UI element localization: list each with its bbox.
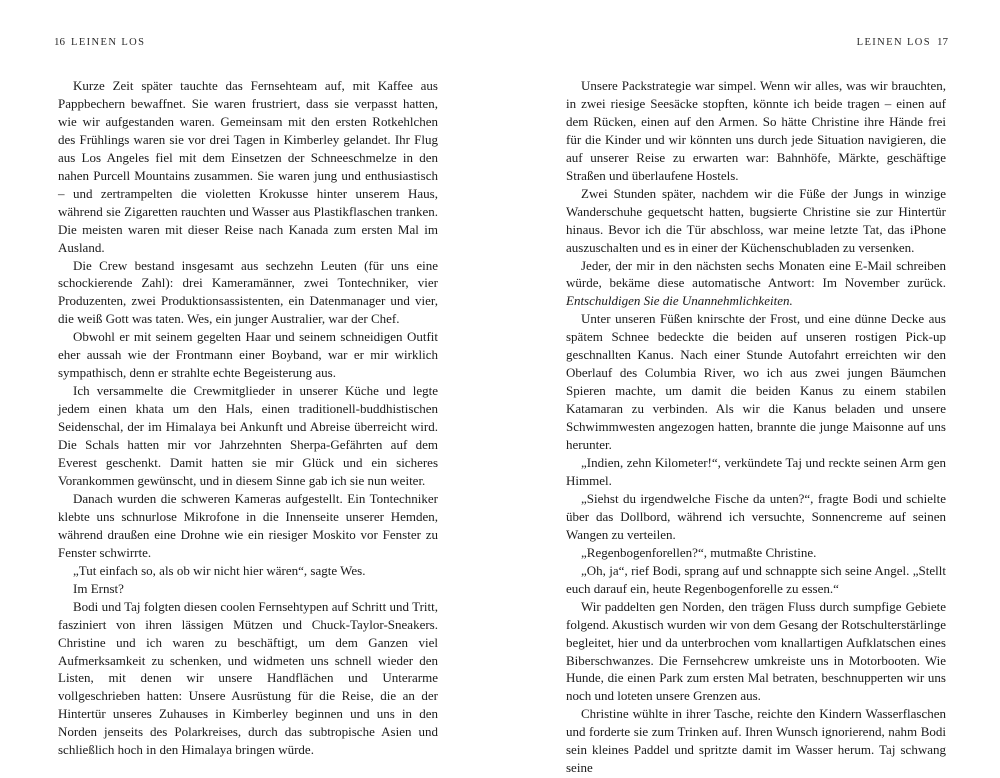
paragraph: Wir paddelten gen Norden, den trägen Fluss durch sumpfige Gebiete folgend. Akustisch wurden wir von dem Gesang der Rotschulterstärlinge begleitet, hier und da unterbrochen vom knallartigen Aufklatschen eines Biberschwanzes. Die Fernsehcrew umkreiste uns in Motorbooten. Wie Hunde, die einen Park zum ersten Mal betraten, beschnupperten wir uns noch und loteten unsere Grenzen aus. [566, 598, 946, 704]
paragraph: Christine wühlte in ihrer Tasche, reichte den Kindern Wasserflaschen und forderte sie zum Trinken auf. Ihren Wunsch ignorierend, nahm Bodi sein kleines Paddel und spritzte damit im Wasser herum. Taj schwang seine [566, 706, 946, 776]
paragraph: Bodi und Taj folgten diesen coolen Fernsehtypen auf Schritt und Tritt, fasziniert von ihren lässigen Mützen und Chuck-Taylor-Sneakers. Christine und ich waren zu beschäftigt, um dem Ganzen viel Aufmerksamkeit zu schenken, und widmeten uns schnell wieder den Listen, mit denen wir unsere Handflächen und Unterarme vollgeschrieben hatten: Unsere Ausrüstung für die Reise, die an der Hintertür unseres Zuhauses in Kimberley beginnen und uns in den Norden jenseits des Polarkreises, durch das subtropische Asien und schließlich hoch in den Himalaya bringen würde. [58, 598, 438, 758]
italic-auto-reply: Entschuldigen Sie die Unannehmlichkeiten. [566, 293, 793, 309]
paragraph: „Siehst du irgendwelche Fische da unten?“, fragte Bodi und schielte über das Dollbord, während ich versuchte, Sonnencreme auf seinen Wangen zu verteilen. [566, 490, 946, 542]
paragraph: Unsere Packstrategie war simpel. Wenn wir alles, was wir brauchten, in zwei riesige Seesäcke stopften, könnte ich beide tragen – einen auf dem Rücken, einen auf den Armen. So hätte Christine ihre Hände frei für die Kinder und wir könnten uns durch jede Situation navigieren, die auf unserer Reise zu erwarten war: Bahnhöfe, Märkte, geschäftige Straßen und überlaufene Hostels. [566, 78, 946, 183]
paragraph: Die Crew bestand insgesamt aus sechzehn Leuten (für uns eine schockierende Zahl): drei Kameramänner, zwei Tontechniker, vier Produzenten, zwei Produktionsassistenten, ein Datenmanager und vier, die weiß Gott was taten. Wes, ein junger Australier, war der Chef. [58, 257, 438, 327]
right-page [566, 0, 946, 778]
paragraph: Danach wurden die schweren Kameras aufgestellt. Ein Tontechniker klebte uns schnurlose Mikrofone in die Innenseite unserer Hemden, während draußen eine Drohne wie ein riesiger Moskito vor Fenster zu Fenster schwirrte. [58, 490, 438, 560]
paragraph: „Tut einfach so, als ob wir nicht hier wären“, sagte Wes. [73, 562, 366, 578]
right-page-number: 17 [937, 36, 948, 48]
paragraph: „Oh, ja“, rief Bodi, sprang auf und schnappte sich seine Angel. „Stellt euch darauf ein, heute Regenbogenforelle zu essen.“ [566, 562, 946, 596]
right-running-head [857, 36, 948, 48]
left-page-number: 16 [54, 36, 65, 48]
paragraph: Obwohl er mit seinem gegelten Haar und seinem schneidigen Outfit eher aussah wie der Frontmann einer Boyband, war er mir wirklich sympathisch, denn er strahlte echte Begeisterung aus. [58, 329, 438, 381]
paragraph: Im Ernst? [73, 580, 124, 596]
left-running-head [54, 36, 145, 48]
right-body-text [566, 77, 946, 777]
right-running-head-title: LEINEN LOS [856, 37, 931, 48]
paragraph: Unter unseren Füßen knirschte der Frost, und eine dünne Decke aus spätem Schnee bedeckte die beiden auf unseren rostigen Pick-up geschnallten Kanus. Nach einer Stunde Autofahrt erreichten wir den Oberlauf des Columbia River, wo ich aus zwei jungen Bäumchen Spieren machte, um damit die beiden Kanus zu einem stabilen Katamaran zu verbinden. Als wir die Kanus beladen und unsere Schwimmwesten angezogen hatten, brannte die junge Maisonne auf uns herunter. [566, 311, 946, 453]
paragraph: „Indien, zehn Kilometer!“, verkündete Taj und reckte seinen Arm gen Himmel. [566, 455, 946, 488]
paragraph [566, 257, 946, 311]
paragraph: Zwei Stunden später, nachdem wir die Füße der Jungs in winzige Wanderschuhe gequetscht hatten, bugsierte Christine sie zur Hintertür hinaus. Bevor ich die Tür abschloss, war meine letzte Tat, das iPhone auszuschalten und es in einer der Küchenschubladen zu versenken. [566, 185, 946, 255]
paragraph: Kurze Zeit später tauchte das Fernsehteam auf, mit Kaffee aus Pappbechern bewaffnet. Sie waren frustriert, dass sie verpasst hatten, wie wir aufgestanden waren. Gemeinsam mit den ersten Rotkehlchen des Frühlings waren sie vor drei Tagen in Kimberley gelandet. Ihr Flug aus Los Angeles fiel mit dem Einsetzen der Schneeschmelze in den nahen Purcell Mountains zusammen. Sie waren jung und enthusiastisch – und zertrampelten die violetten Krokusse hinter unserem Haus, während sie Zigaretten rauchten und Wasser aus Plastikflaschen tranken. Die meisten waren mit dieser Reise nach Kanada zum ersten Mal im Ausland. [58, 78, 438, 255]
paragraph: „Regenbogenforellen?“, mutmaßte Christine. [581, 544, 817, 560]
paragraph: Ich versammelte die Crewmitglieder in unserer Küche und legte jedem einen khata um den Hals, einen traditionell-buddhistischen Seidenschal, der im Himalaya bei Ankunft und Abreise überreicht wird. Die Schals hatten mir vor Jahrzehnten Sherpa-Gefährten auf dem Everest geschenkt. Damit hatten sie mir Glück und ein sicheres Vorankommen gewünscht, und in diesem Sinne gab ich sie nun weiter. [58, 383, 438, 488]
left-page [54, 0, 438, 778]
left-body-text [58, 77, 438, 759]
paragraph-text: Jeder, der mir in den nächsten sechs Monaten eine E-Mail schreiben würde, bekäme diese automatische Antwort: Im November zurück. [566, 257, 946, 291]
left-running-head-title: LEINEN LOS [71, 37, 146, 48]
